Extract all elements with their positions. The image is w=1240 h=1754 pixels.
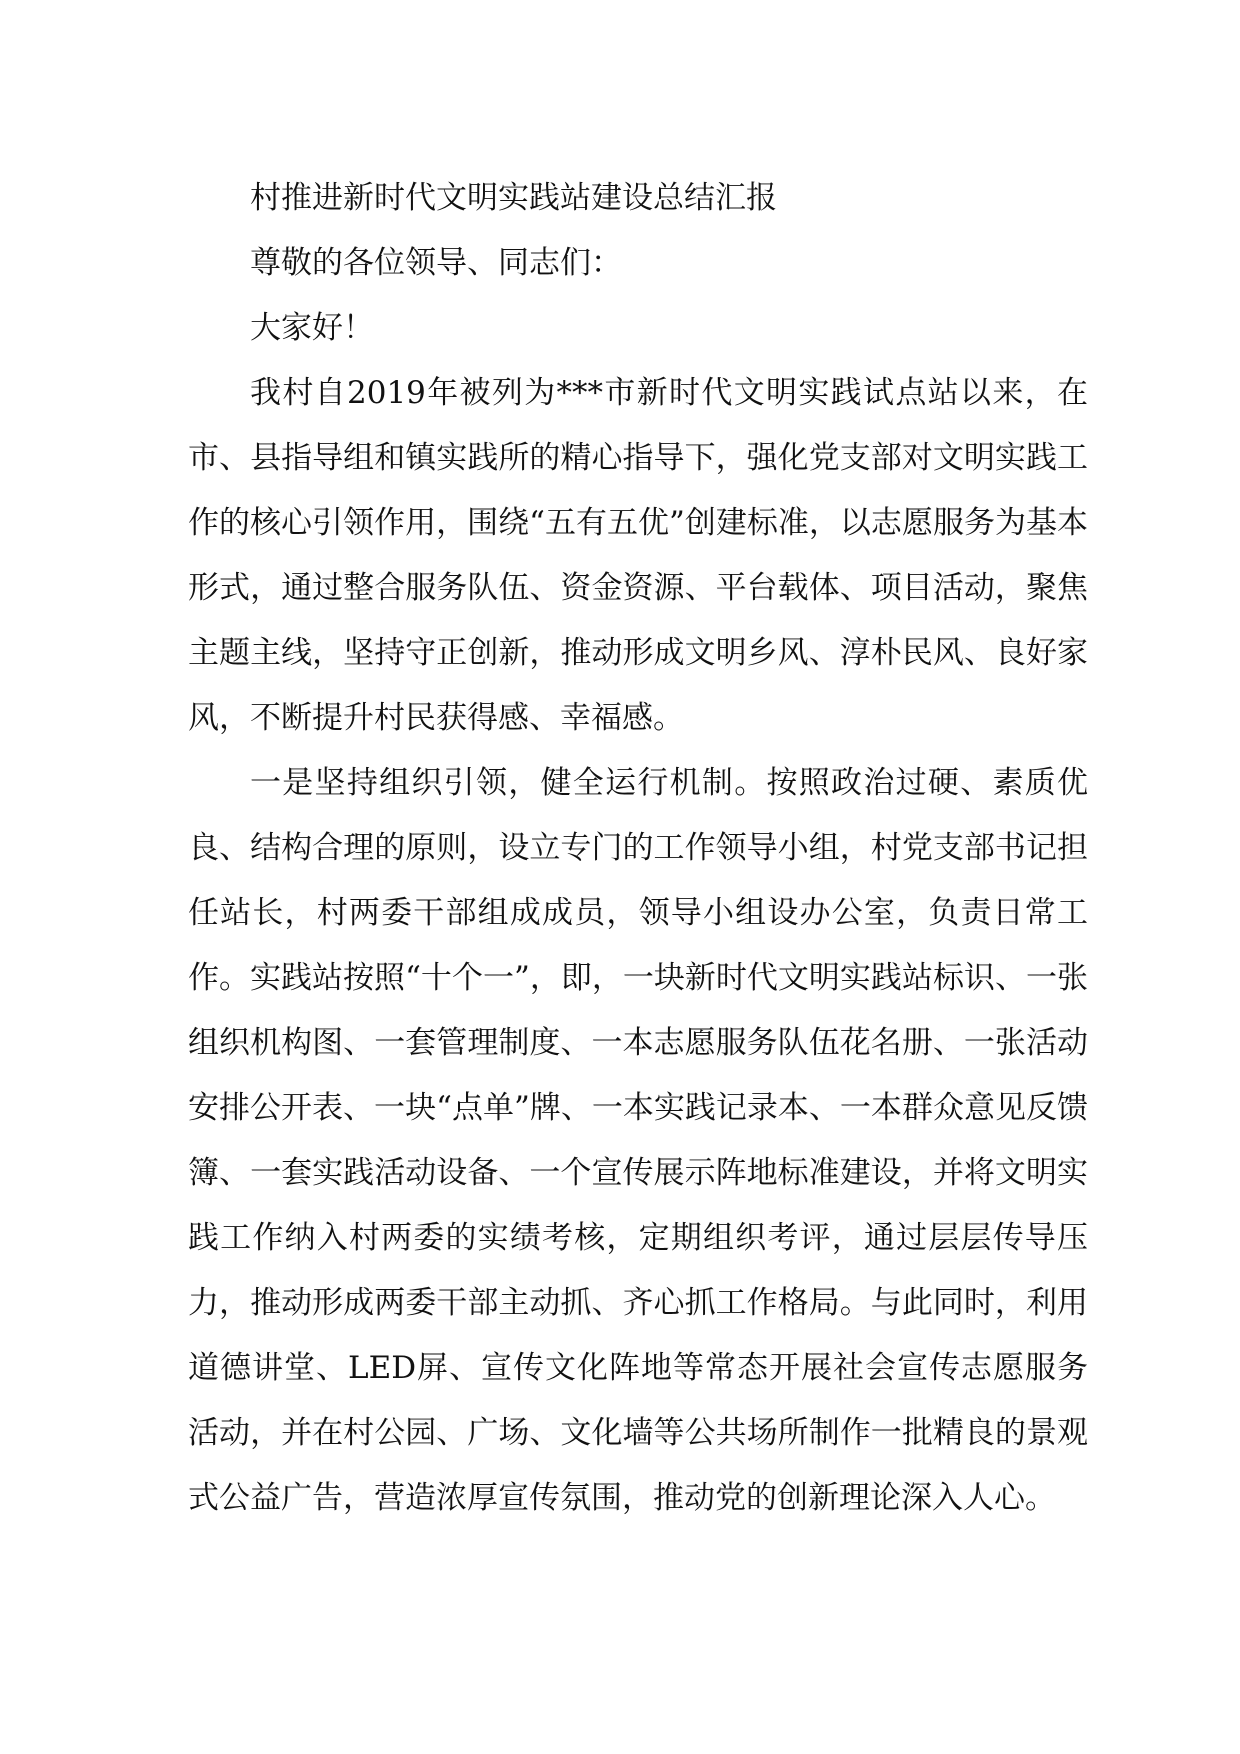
- paragraph-intro: 我村自2019年被列为***市新时代文明实践试点站以来，在市、县指导组和镇实践所的精心指导下，强化党支部对文明实践工作的核心引领作用，围绕“五有五优”创建标准，以志愿服务为基本形式，通过整合服务队伍、资金资源、平台载体、项目活动，聚焦主题主线，坚持守正创新，推动形成文明乡风、淳朴民风、良好家风，不断提升村民获得感、幸福感。: [188, 375, 1088, 736]
- greeting: 大家好！: [250, 310, 374, 346]
- paragraph-organization: 一是坚持组织引领，健全运行机制。按照政治过硬、素质优良、结构合理的原则，设立专门的工作领导小组，村党支部书记担任站长，村两委干部组成成员，领导小组设办公室，负责日常工作。实践站按照“十个一”，即，一块新时代文明实践站标识、一张组织机构图、一套管理制度、一本志愿服务队伍花名册、一张活动安排公开表、一块“点单”牌、一本实践记录本、一本群众意见反馈簿、一套实践活动设备、一个宣传展示阵地标准建设，并将文明实践工作纳入村两委的实绩考核，定期组织考评，通过层层传导压力，推动形成两委干部主动抓、齐心抓工作格局。与此同时，利用道德讲堂、LED屏、宣传文化阵地等常态开展社会宣传志愿服务活动，并在村公园、广场、文化墙等公共场所制作一批精良的景观式公益广告，营造浓厚宣传氛围，推动党的创新理论深入人心。: [188, 765, 1088, 1516]
- document-title: 村推进新时代文明实践站建设总结汇报: [250, 180, 777, 216]
- salutation: 尊敬的各位领导、同志们：: [250, 245, 622, 281]
- document-body: [188, 166, 1088, 1531]
